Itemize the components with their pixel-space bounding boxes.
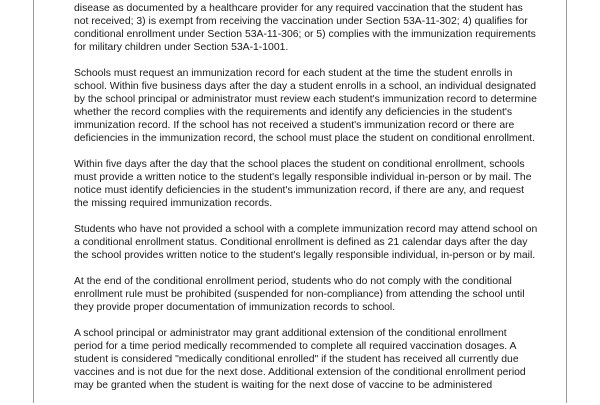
page-right-edge (566, 0, 567, 403)
document-page (34, 0, 566, 405)
paragraph-conditional-enrollment: Students who have not provided a school with a complete immunization record may attend school on a conditional enrollment status. Conditional enrollment is defined as 21 calendar days after the day the school provides written notice to the student's legally responsible individual, in-person or by mail. (74, 224, 538, 261)
paragraph-extension: A school principal or administrator may grant additional extension of the conditional enrollment period for a time period medically recommended to complete all required vaccination dosages. A student is considered "medically conditional enrolled" if the student has received all currently due vaccines and is not due for the next dose. Additional extension of the conditional enrollment period may be granted when the student is waiting for the next dose of vaccine to be administered (74, 328, 526, 391)
paragraph-non-compliance: At the end of the conditional enrollment period, students who do not comply with the conditional enrollment rule must be prohibited (suspended for non-compliance) from attending the school until they provide proper documentation of immunization records to school. (74, 276, 525, 313)
paragraph-immunization-record-review: Schools must request an immunization record for each student at the time the student enrolls in school. Within five business days after the day a student enrolls in a school, an individual designated by the school principal or administrator must review each student's immunization record to determine whether the record complies with the requirements and identify any deficiencies in the student's immunization record. If the school has not received a student's immunization record or there are deficiencies in the immunization record, the school must place the student on conditional enrollment. (74, 68, 537, 144)
paragraph-exemptions: disease as documented by a healthcare provider for any required vaccination that the student has not received; 3) is exempt from receiving the vaccination under Section 53A-11-302; 4) qualifies for conditional enrollment under Section 53A-11-306; or 5) complies with the immunization requirements for military children under Section 53A-1-1001. (74, 3, 536, 53)
paragraph-written-notice: Within five days after the day that the school places the student on conditional enrollment, schools must provide a written notice to the student's legally responsible individual in-person or by mail. The notice must identify deficiencies in the student's immunization record, if there are any, and request the missing required immunization records. (74, 159, 532, 209)
